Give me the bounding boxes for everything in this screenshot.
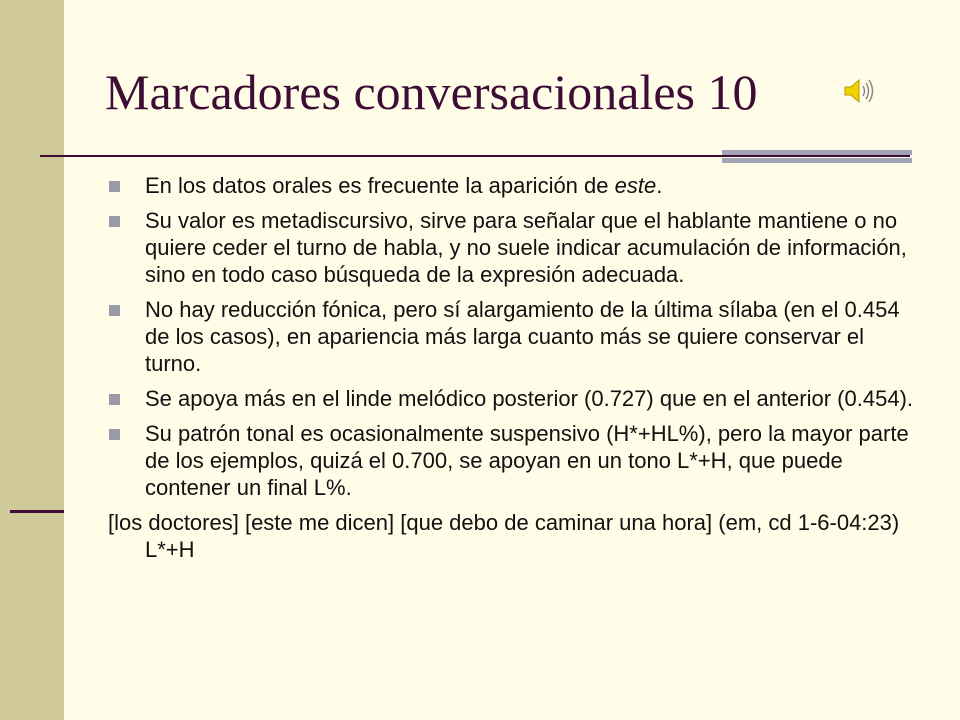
bullet-text: En los datos orales es frecuente la aparición de [145, 173, 615, 198]
bullet-text: Su patrón tonal es ocasionalmente suspensivo (H*+HL%), pero la mayor parte de los ejemplos, quizá el 0.700, se apoyan en un tono L*+H, que puede contener un final L%. [145, 421, 909, 500]
bullet-item [108, 385, 918, 412]
bullet-text: No hay reducción fónica, pero sí alargamiento de la última sílaba (en el 0.454 de los casos), en apariencia más larga cuanto más se quiere conservar el turno. [145, 297, 900, 376]
square-bullet-icon [109, 216, 120, 227]
bullet-text: Su valor es metadiscursivo, sirve para señalar que el hablante mantiene o no quiere ceder el turno de habla, y no suele indicar acumulación de información, sino en todo caso búsqueda de la expresión adecuada. [145, 208, 907, 287]
slide-body [108, 172, 918, 563]
accent-bar [722, 158, 912, 163]
bullet-list [108, 172, 918, 501]
bullet-item [108, 207, 918, 288]
bullet-item [108, 420, 918, 501]
square-bullet-icon [109, 394, 120, 405]
accent-bar [722, 150, 912, 155]
bullet-emphasis: este [614, 173, 657, 198]
bullet-text-end: . [656, 173, 663, 198]
speaker-icon[interactable] [842, 76, 876, 106]
bullet-text: Se apoya más en el linde melódico posterior (0.727) que en el anterior (0.454). [145, 386, 914, 411]
square-bullet-icon [109, 181, 120, 192]
left-accent-rule [10, 510, 64, 513]
bullet-item [108, 172, 918, 199]
example-transcription: [los doctores] [este me dicen] [que debo de caminar una hora] (em, cd 1-6-04:23) L*+H [108, 510, 900, 562]
slide-title: Marcadores conversacionales 10 [105, 64, 758, 120]
square-bullet-icon [109, 429, 120, 440]
square-bullet-icon [109, 305, 120, 316]
left-decorative-band [0, 0, 64, 720]
bullet-item [108, 296, 918, 377]
title-divider [40, 155, 910, 157]
